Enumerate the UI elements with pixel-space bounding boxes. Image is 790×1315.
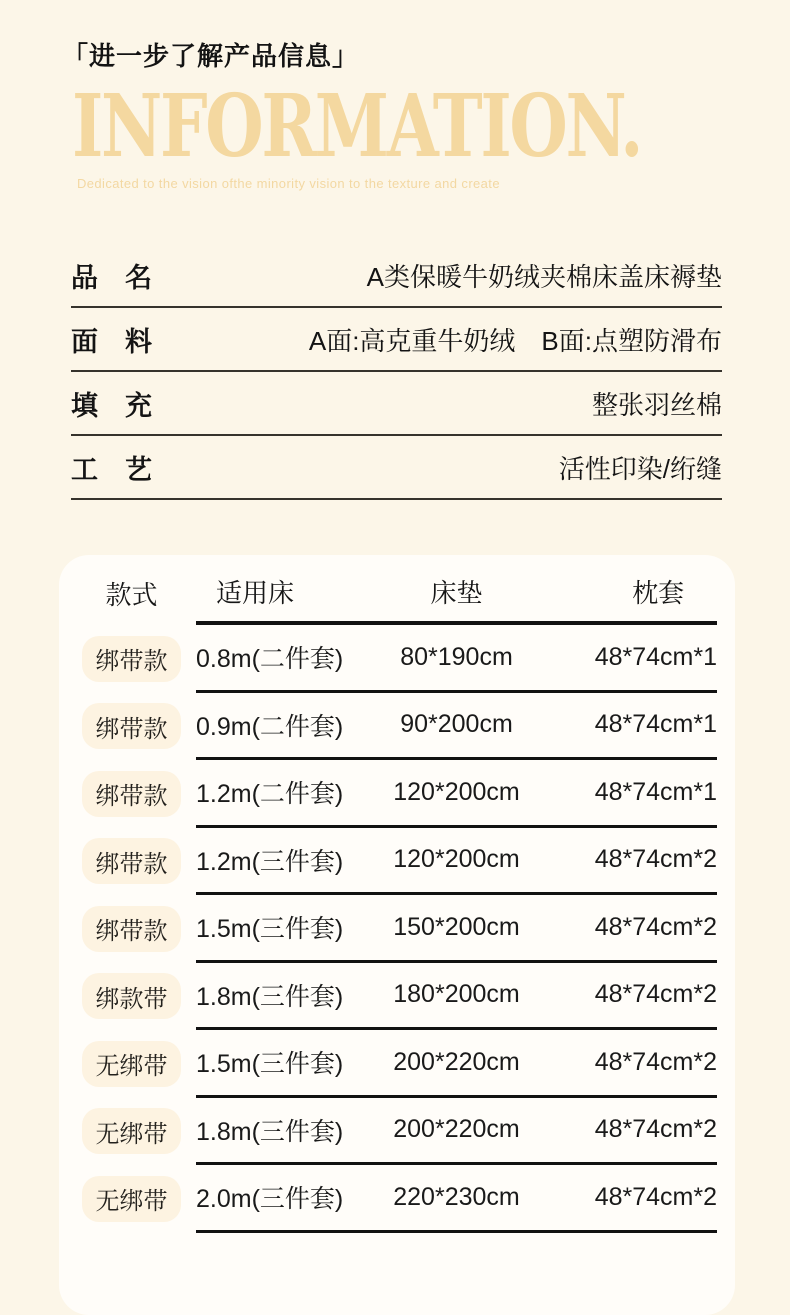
table-row — [59, 1030, 735, 1098]
header-mattress: 床垫 — [430, 577, 483, 608]
pillow-cell: 48*74cm*2 — [594, 980, 717, 1009]
mattress-cell: 220*230cm — [393, 1182, 520, 1211]
spec-label: 工 艺 — [71, 454, 152, 485]
table-row — [59, 693, 735, 761]
bed-cell: 1.8m(三件套) — [196, 982, 344, 1011]
bed-cell: 2.0m(三件套) — [196, 1185, 344, 1214]
pillow-cell: 48*74cm*2 — [594, 1047, 717, 1076]
pillow-cell: 48*74cm*1 — [594, 710, 717, 739]
section-heading: 「进一步了解产品信息」 — [62, 41, 360, 71]
style-badge: 绑带款 — [82, 771, 181, 817]
page-title: INFORMATION. — [72, 76, 642, 177]
spec-value: A面:高克重牛奶绒 B面:点塑防滑布 — [308, 325, 722, 356]
table-row — [59, 760, 735, 828]
table-row — [59, 1165, 735, 1233]
header-bed: 适用床 — [216, 577, 295, 608]
mattress-cell: 120*200cm — [393, 845, 520, 874]
style-badge: 无绑带 — [82, 1176, 181, 1222]
spec-value: 活性印染/绗缝 — [558, 453, 722, 484]
table-row — [59, 963, 735, 1031]
spec-label: 填 充 — [71, 390, 152, 421]
pillow-cell: 48*74cm*2 — [594, 912, 717, 941]
pillow-cell: 48*74cm*2 — [594, 1115, 717, 1144]
spec-row-craft — [71, 436, 722, 500]
spec-label: 品 名 — [71, 262, 152, 293]
style-badge: 绑带款 — [82, 906, 181, 952]
size-table-header — [59, 555, 735, 625]
spec-row-filling — [71, 372, 722, 436]
bed-cell: 1.8m(三件套) — [196, 1117, 344, 1146]
style-badge: 无绑带 — [82, 1108, 181, 1154]
style-badge: 绑带款 — [82, 703, 181, 749]
pillow-cell: 48*74cm*2 — [594, 845, 717, 874]
spec-row-name — [71, 244, 722, 308]
style-badge: 绑带款 — [82, 636, 181, 682]
spec-label: 面 料 — [71, 326, 152, 357]
pillow-cell: 48*74cm*1 — [594, 777, 717, 806]
header-pillow: 枕套 — [632, 577, 685, 608]
mattress-cell: 90*200cm — [400, 710, 513, 739]
header-style: 款式 — [105, 579, 158, 610]
mattress-cell: 200*220cm — [393, 1115, 520, 1144]
spec-value: 整张羽丝棉 — [591, 389, 722, 420]
page-subtitle: Dedicated to the vision ofthe minority vision to the texture and create — [77, 176, 500, 191]
bed-cell: 0.8m(二件套) — [196, 645, 344, 674]
bed-cell: 1.5m(三件套) — [196, 1050, 344, 1079]
mattress-cell: 180*200cm — [393, 980, 520, 1009]
mattress-cell: 150*200cm — [393, 912, 520, 941]
spec-table — [71, 244, 722, 500]
mattress-cell: 80*190cm — [400, 642, 513, 671]
style-badge: 无绑带 — [82, 1041, 181, 1087]
style-badge: 绑带款 — [82, 838, 181, 884]
bed-cell: 1.2m(二件套) — [196, 780, 344, 809]
bed-cell: 1.2m(三件套) — [196, 847, 344, 876]
table-row — [59, 895, 735, 963]
bed-cell: 0.9m(二件套) — [196, 712, 344, 741]
spec-value: A类保暖牛奶绒夹棉床盖床褥垫 — [366, 261, 722, 292]
table-row — [59, 828, 735, 896]
bed-cell: 1.5m(三件套) — [196, 915, 344, 944]
spec-row-fabric — [71, 308, 722, 372]
table-row — [59, 625, 735, 693]
size-table-card — [59, 555, 735, 1315]
pillow-cell: 48*74cm*1 — [594, 642, 717, 671]
table-row — [59, 1098, 735, 1166]
mattress-cell: 120*200cm — [393, 777, 520, 806]
mattress-cell: 200*220cm — [393, 1047, 520, 1076]
pillow-cell: 48*74cm*2 — [594, 1182, 717, 1211]
style-badge: 绑款带 — [82, 973, 181, 1019]
